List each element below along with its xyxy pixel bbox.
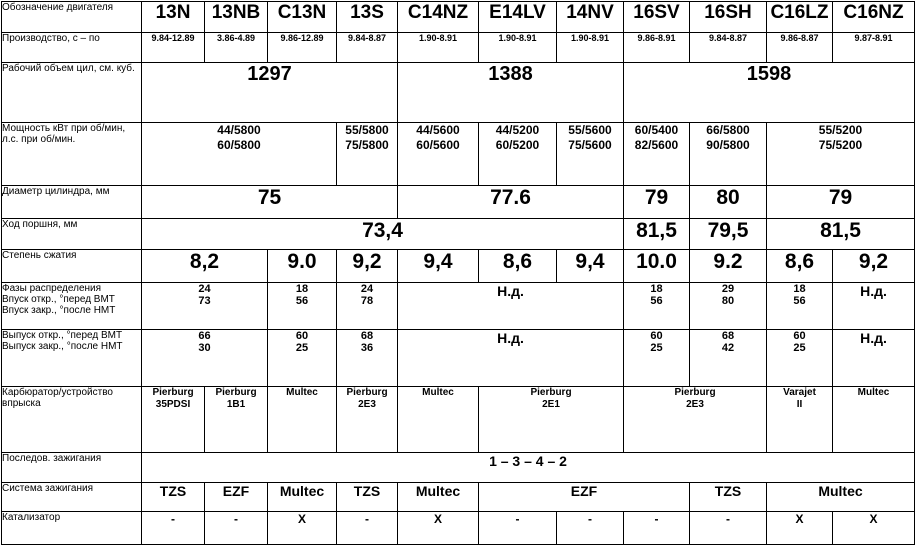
displacement-value: 1297 xyxy=(142,63,398,123)
stroke-value: 73,4 xyxy=(142,219,624,250)
engine-code: C13N xyxy=(268,2,337,33)
exhaust-no-data: Н.д. xyxy=(833,330,915,387)
compression-value: 8,2 xyxy=(142,250,268,283)
power-value: 55/5200 75/5200 xyxy=(767,123,915,186)
compression-value: 9.0 xyxy=(268,250,337,283)
production-row xyxy=(2,33,915,63)
fuel-system-value: Pierburg 2E3 xyxy=(337,387,398,453)
power-value: 55/5600 75/5600 xyxy=(557,123,624,186)
exhaust-value: 60 25 xyxy=(268,330,337,387)
ignition-value: TZS xyxy=(690,483,767,512)
firing-order-row xyxy=(2,453,915,483)
catalyst-value: X xyxy=(767,512,833,545)
compression-value: 10.0 xyxy=(624,250,690,283)
engine-code: 13S xyxy=(337,2,398,33)
bore-value: 79 xyxy=(767,186,915,219)
catalyst-value: - xyxy=(479,512,557,545)
compression-value: 8,6 xyxy=(767,250,833,283)
production-value: 1.90-8.91 xyxy=(479,33,557,63)
bore-value: 80 xyxy=(690,186,767,219)
power-value: 44/5600 60/5600 xyxy=(398,123,479,186)
engine-code: C16NZ xyxy=(833,2,915,33)
fuel-system-value: Pierburg 2E3 xyxy=(624,387,767,453)
ignition-value: Multec xyxy=(767,483,915,512)
ignition-row xyxy=(2,483,915,512)
fuel-system-value: Pierburg 1B1 xyxy=(205,387,268,453)
ignition-value: EZF xyxy=(479,483,690,512)
fuel-system-value: Pierburg 2E1 xyxy=(479,387,624,453)
production-value: 1.90-8.91 xyxy=(557,33,624,63)
intake-value: 24 73 xyxy=(142,283,268,330)
engine-code: E14LV xyxy=(479,2,557,33)
engine-code: C14NZ xyxy=(398,2,479,33)
catalyst-value: - xyxy=(624,512,690,545)
compression-label: Степень сжатия xyxy=(2,250,142,283)
exhaust-value: 60 25 xyxy=(624,330,690,387)
engine-row xyxy=(2,2,915,33)
stroke-value: 81,5 xyxy=(624,219,690,250)
intake-value: 18 56 xyxy=(624,283,690,330)
catalyst-value: - xyxy=(690,512,767,545)
power-label-kw: Мощность кВт при об/мин, xyxy=(2,123,126,134)
fuel-system-label: Карбюратор/устройство впрыска xyxy=(2,387,142,453)
intake-value: 18 56 xyxy=(767,283,833,330)
intake-timing-row xyxy=(2,283,915,330)
fuel-system-row xyxy=(2,387,915,453)
production-value: 9.86-8.87 xyxy=(767,33,833,63)
power-value: 44/5800 60/5800 xyxy=(142,123,337,186)
firing-order-value: 1 – 3 – 4 – 2 xyxy=(142,453,915,483)
compression-value: 9,2 xyxy=(337,250,398,283)
exhaust-value: 60 25 xyxy=(767,330,833,387)
catalyst-value: X xyxy=(398,512,479,545)
power-value: 66/5800 90/5800 xyxy=(690,123,767,186)
engine-spec-table xyxy=(1,1,915,545)
ignition-value: EZF xyxy=(205,483,268,512)
compression-row xyxy=(2,250,915,283)
power-label-hp: л.с. при об/мин. xyxy=(2,134,76,145)
catalyst-value: X xyxy=(833,512,915,545)
power-label xyxy=(2,123,142,186)
displacement-value: 1388 xyxy=(398,63,624,123)
ignition-label: Система зажигания xyxy=(2,483,142,512)
compression-value: 9.2 xyxy=(690,250,767,283)
exhaust-timing-label: Выпуск откр., °перед ВМТ Выпуск закр., °после НМТ xyxy=(2,330,142,387)
fuel-system-value: Multec xyxy=(833,387,915,453)
power-row xyxy=(2,123,915,186)
engine-code: 16SV xyxy=(624,2,690,33)
catalyst-value: - xyxy=(205,512,268,545)
catalyst-value: - xyxy=(337,512,398,545)
displacement-value: 1598 xyxy=(624,63,915,123)
ignition-value: Multec xyxy=(398,483,479,512)
production-value: 9.86-8.91 xyxy=(624,33,690,63)
catalyst-value: X xyxy=(268,512,337,545)
firing-order-label: Последов. зажигания xyxy=(2,453,142,483)
production-value: 9.86-12.89 xyxy=(268,33,337,63)
compression-value: 8,6 xyxy=(479,250,557,283)
intake-value: 24 78 xyxy=(337,283,398,330)
production-value: 9.84-8.87 xyxy=(337,33,398,63)
production-value: 9.84-12.89 xyxy=(142,33,205,63)
catalyst-row xyxy=(2,512,915,545)
exhaust-value: 68 36 xyxy=(337,330,398,387)
stroke-value: 79,5 xyxy=(690,219,767,250)
power-value: 44/5200 60/5200 xyxy=(479,123,557,186)
ignition-value: TZS xyxy=(337,483,398,512)
compression-value: 9,4 xyxy=(398,250,479,283)
catalyst-label: Катализатор xyxy=(2,512,142,545)
engine-label: Обозначение двигателя xyxy=(2,2,142,33)
compression-value: 9,4 xyxy=(557,250,624,283)
production-value: 9.84-8.87 xyxy=(690,33,767,63)
engine-code: C16LZ xyxy=(767,2,833,33)
ignition-value: TZS xyxy=(142,483,205,512)
bore-label: Диаметр цилиндра, мм xyxy=(2,186,142,219)
production-label: Производство, с – по xyxy=(2,33,142,63)
bore-value: 79 xyxy=(624,186,690,219)
production-value: 3.86-4.89 xyxy=(205,33,268,63)
compression-value: 9,2 xyxy=(833,250,915,283)
fuel-system-value: Multec xyxy=(398,387,479,453)
engine-code: 13NB xyxy=(205,2,268,33)
stroke-value: 81,5 xyxy=(767,219,915,250)
displacement-row xyxy=(2,63,915,123)
production-value: 9.87-8.91 xyxy=(833,33,915,63)
exhaust-value: 68 42 xyxy=(690,330,767,387)
fuel-system-value: Multec xyxy=(268,387,337,453)
power-value: 55/5800 75/5800 xyxy=(337,123,398,186)
exhaust-timing-row xyxy=(2,330,915,387)
bore-value: 77.6 xyxy=(398,186,624,219)
fuel-system-value: Varajet II xyxy=(767,387,833,453)
exhaust-no-data: Н.д. xyxy=(398,330,624,387)
intake-value: 29 80 xyxy=(690,283,767,330)
intake-no-data: Н.д. xyxy=(398,283,624,330)
ignition-value: Multec xyxy=(268,483,337,512)
catalyst-value: - xyxy=(142,512,205,545)
displacement-label: Рабочий объем цил, см. куб. xyxy=(2,63,142,123)
intake-no-data: Н.д. xyxy=(833,283,915,330)
intake-value: 18 56 xyxy=(268,283,337,330)
production-value: 1.90-8.91 xyxy=(398,33,479,63)
power-value: 60/5400 82/5600 xyxy=(624,123,690,186)
intake-timing-label: Фазы распределения Впуск откр., °перед ВМТ Впуск закр., °после НМТ xyxy=(2,283,142,330)
bore-value: 75 xyxy=(142,186,398,219)
engine-code: 13N xyxy=(142,2,205,33)
fuel-system-value: Pierburg 35PDSI xyxy=(142,387,205,453)
exhaust-value: 66 30 xyxy=(142,330,268,387)
catalyst-value: - xyxy=(557,512,624,545)
engine-code: 16SH xyxy=(690,2,767,33)
bore-row xyxy=(2,186,915,219)
engine-code: 14NV xyxy=(557,2,624,33)
stroke-row xyxy=(2,219,915,250)
stroke-label: Ход поршня, мм xyxy=(2,219,142,250)
